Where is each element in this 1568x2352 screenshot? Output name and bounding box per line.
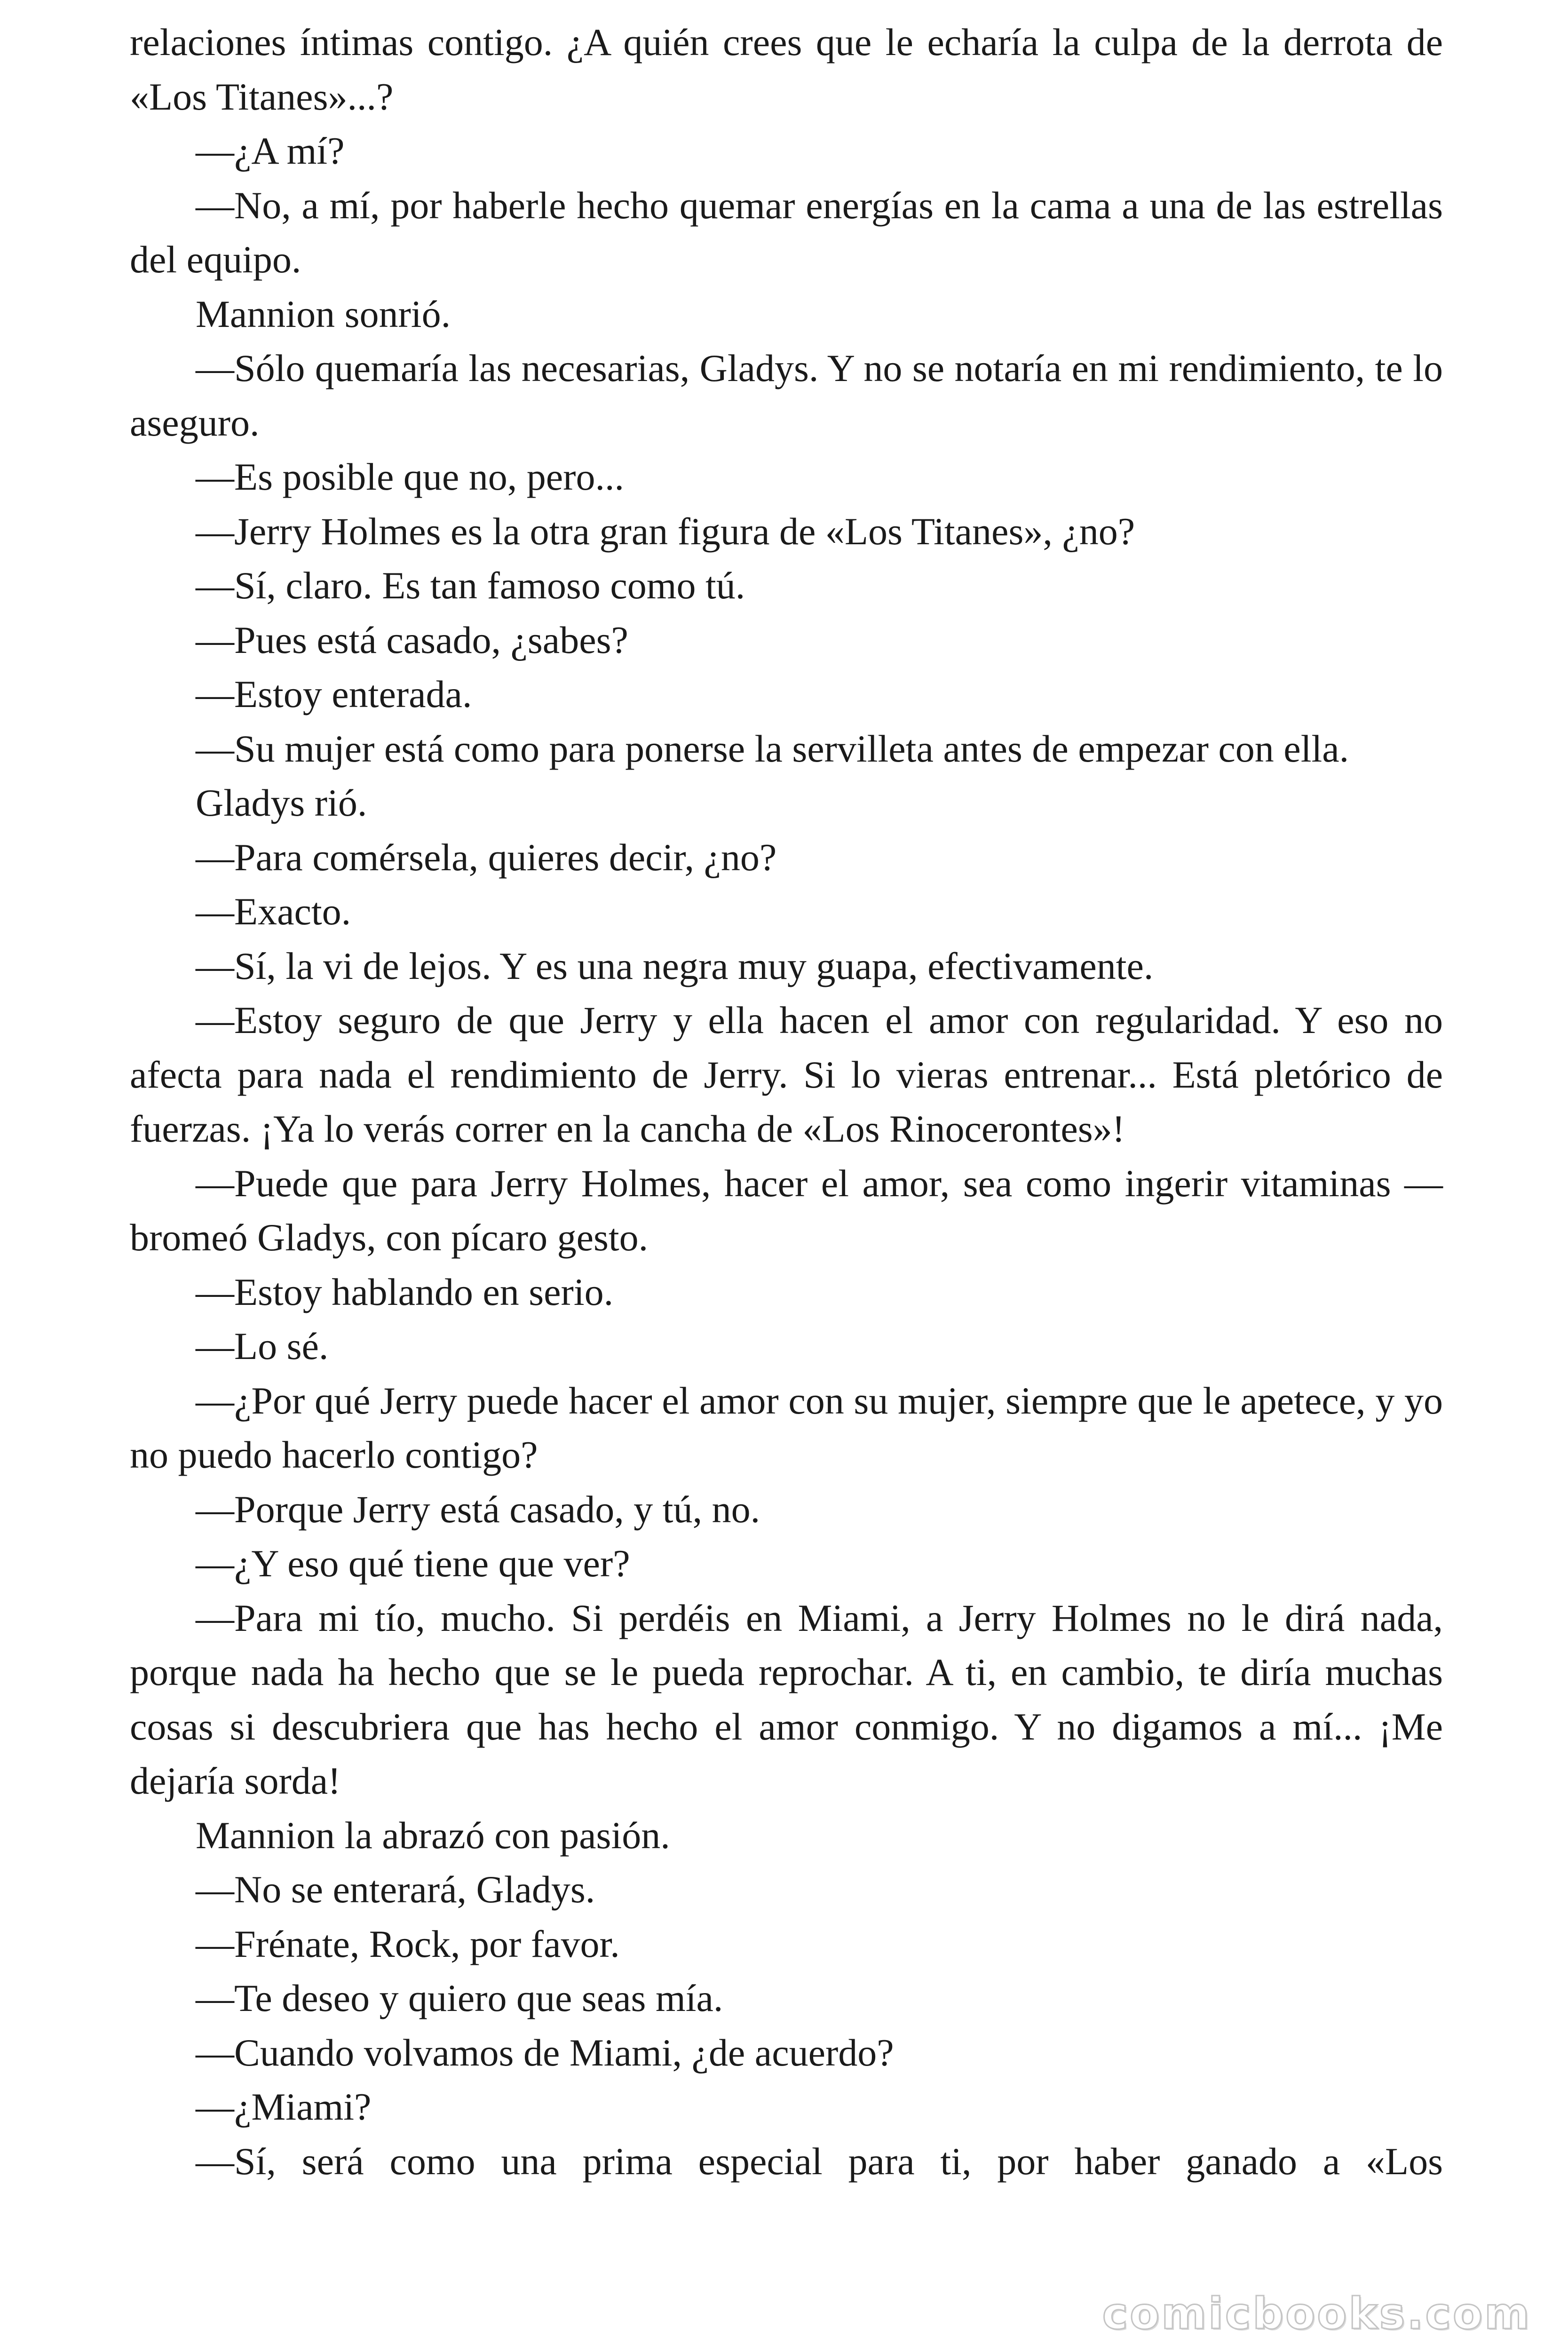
paragraph: —¿Y eso qué tiene que ver?: [196, 1542, 630, 1585]
paragraph: —Sí, la vi de lejos. Y es una negra muy guapa, efectivamente.: [196, 944, 1154, 987]
paragraph: —Lo sé.: [196, 1325, 329, 1367]
paragraph: —Estoy enterada.: [196, 673, 472, 715]
paragraph: —Puede que para Jerry Holmes, hacer el amor, sea como ingerir vitaminas —bromeó Gladys, con pícaro gesto.: [130, 1161, 1443, 1259]
paragraph: —¿Por qué Jerry puede hacer el amor con su mujer, siempre que le apetece, y yo no puedo hacerlo contigo?: [130, 1379, 1443, 1476]
paragraph: —Sí, será como una prima especial para ti, por haber ganado a «Los: [196, 2139, 1443, 2183]
paragraph: —Jerry Holmes es la otra gran figura de «Los Titanes», ¿no?: [196, 509, 1135, 553]
paragraph: —Para comérsela, quieres decir, ¿no?: [196, 835, 777, 879]
paragraph: —¿Miami?: [196, 2085, 372, 2128]
paragraph: —Sólo quemaría las necesarias, Gladys. Y no se notaría en mi rendimiento, te lo aseguro.: [130, 347, 1443, 444]
paragraph: Gladys rió.: [196, 781, 367, 824]
paragraph: Mannion sonrió.: [196, 292, 451, 335]
paragraph: —Su mujer está como para ponerse la servilleta antes de empezar con ella.: [196, 727, 1349, 770]
paragraph: —¿A mí?: [196, 129, 345, 172]
paragraph: —Porque Jerry está casado, y tú, no.: [196, 1487, 760, 1531]
paragraph: —Cuando volvamos de Miami, ¿de acuerdo?: [196, 2031, 894, 2074]
paragraph: relaciones íntimas contigo. ¿A quién crees que le echaría la culpa de la derrota de «Los Titanes»...?: [130, 21, 1443, 118]
paragraph: Mannion la abrazó con pasión.: [196, 1813, 670, 1857]
paragraph: —No se enterará, Gladys.: [196, 1868, 595, 1911]
watermark: comicbooks.com: [1102, 2288, 1531, 2339]
paragraph: —Para mi tío, mucho. Si perdéis en Miami, a Jerry Holmes no le dirá nada, porque nada ha hecho que se le pueda reprochar. A ti, en cambio, te diría muchas cosas si descubriera que has hecho el amor conmigo. Y no digamos a mí... ¡Me dejaría sorda!: [130, 1596, 1443, 1802]
page-text: [130, 15, 1443, 2188]
paragraph: —Es posible que no, pero...: [196, 455, 624, 498]
paragraph: —Pues está casado, ¿sabes?: [196, 618, 628, 661]
paragraph: —No, a mí, por haberle hecho quemar energías en la cama a una de las estrellas del equipo.: [130, 183, 1443, 281]
paragraph: —Te deseo y quiero que seas mía.: [196, 1977, 723, 2019]
paragraph: —Estoy hablando en serio.: [196, 1270, 614, 1313]
paragraph: —Exacto.: [196, 890, 351, 933]
paragraph: —Sí, claro. Es tan famoso como tú.: [196, 564, 745, 607]
paragraph: —Frénate, Rock, por favor.: [196, 1922, 620, 1965]
paragraph: —Estoy seguro de que Jerry y ella hacen el amor con regularidad. Y eso no afecta para nada el rendimiento de Jerry. Si lo vieras entrenar... Está pletórico de fuerzas. ¡Ya lo verás correr en la cancha de «Los Rinocerontes»!: [130, 999, 1443, 1150]
